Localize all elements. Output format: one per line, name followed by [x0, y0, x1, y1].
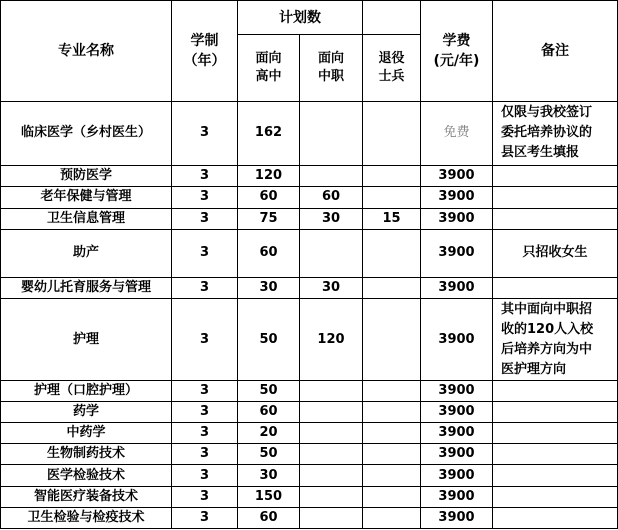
- cell-duration: 3: [172, 444, 238, 465]
- header-tuition: [421, 1, 493, 102]
- cell-tuition: 3900: [421, 444, 493, 465]
- cell-vocational: 30: [300, 278, 363, 299]
- cell-major-name: 临床医学（乡村医生）: [1, 101, 172, 165]
- cell-major-name: 智能医疗装备技术: [1, 486, 172, 507]
- cell-high-school: 120: [238, 166, 300, 187]
- cell-duration: 3: [172, 401, 238, 422]
- header-plan-count: 计划数: [238, 1, 363, 35]
- cell-duration: 3: [172, 299, 238, 381]
- cell-tuition: 3900: [421, 401, 493, 422]
- table-body: [1, 101, 618, 528]
- header-high-school: [238, 35, 300, 102]
- table-row: [1, 229, 618, 277]
- remark-line: 仅限与我校签订: [501, 105, 593, 121]
- header-duration: [172, 1, 238, 102]
- cell-veterans: [363, 380, 421, 401]
- header-veterans-line2: 士兵: [378, 69, 405, 84]
- header-vocational-line2: 中职: [317, 69, 344, 84]
- cell-remarks: [493, 208, 618, 229]
- table-row: [1, 299, 618, 381]
- cell-tuition: 3900: [421, 229, 493, 277]
- cell-tuition: 3900: [421, 423, 493, 444]
- cell-high-school: 50: [238, 444, 300, 465]
- remark-line: 县区考生填报: [501, 145, 580, 161]
- cell-high-school: 60: [238, 229, 300, 277]
- cell-duration: 3: [172, 187, 238, 208]
- cell-high-school: 60: [238, 187, 300, 208]
- table-row: [1, 380, 618, 401]
- cell-remarks: [493, 507, 618, 528]
- table-row: [1, 423, 618, 444]
- header-veterans: [363, 35, 421, 102]
- cell-major-name: 医学检验技术: [1, 465, 172, 486]
- cell-remarks: [493, 278, 618, 299]
- cell-tuition: 3900: [421, 187, 493, 208]
- cell-veterans: [363, 229, 421, 277]
- cell-high-school: 75: [238, 208, 300, 229]
- cell-veterans: [363, 166, 421, 187]
- table-row: [1, 187, 618, 208]
- cell-remarks: [493, 101, 618, 165]
- cell-vocational: [300, 423, 363, 444]
- cell-tuition: 3900: [421, 380, 493, 401]
- cell-veterans: [363, 278, 421, 299]
- cell-vocational: [300, 507, 363, 528]
- remark-line: 后培养方向为中: [501, 341, 593, 357]
- cell-vocational: 30: [300, 208, 363, 229]
- cell-high-school: 30: [238, 278, 300, 299]
- table-row: [1, 278, 618, 299]
- cell-remarks: [493, 444, 618, 465]
- cell-vocational: [300, 380, 363, 401]
- cell-vocational: [300, 444, 363, 465]
- header-blank-cell: [363, 1, 421, 35]
- cell-major-name: 老年保健与管理: [1, 187, 172, 208]
- cell-major-name: 护理（口腔护理）: [1, 380, 172, 401]
- cell-veterans: [363, 187, 421, 208]
- table-row: [1, 208, 618, 229]
- cell-duration: 3: [172, 423, 238, 444]
- table-row: [1, 486, 618, 507]
- cell-tuition: 3900: [421, 278, 493, 299]
- cell-high-school: 50: [238, 299, 300, 381]
- cell-remarks: [493, 423, 618, 444]
- cell-high-school: 30: [238, 465, 300, 486]
- cell-major-name: 中药学: [1, 423, 172, 444]
- table-row: [1, 101, 618, 165]
- cell-remarks: [493, 166, 618, 187]
- cell-high-school: 162: [238, 101, 300, 165]
- table-row: [1, 444, 618, 465]
- cell-tuition: 3900: [421, 299, 493, 381]
- header-vocational-line1: 面向: [317, 51, 344, 66]
- cell-vocational: [300, 101, 363, 165]
- table-row: [1, 401, 618, 422]
- cell-duration: 3: [172, 380, 238, 401]
- header-tuition-line2: (元/年): [433, 52, 480, 69]
- cell-vocational: [300, 229, 363, 277]
- cell-remarks: [493, 299, 618, 381]
- header-duration-line2: （年）: [183, 52, 226, 69]
- cell-vocational: 120: [300, 299, 363, 381]
- table-row: [1, 465, 618, 486]
- cell-vocational: [300, 465, 363, 486]
- cell-veterans: [363, 444, 421, 465]
- cell-tuition: 3900: [421, 465, 493, 486]
- remark-line: 医护理方向: [501, 361, 567, 377]
- cell-duration: 3: [172, 101, 238, 165]
- header-remarks: 备注: [493, 1, 618, 102]
- cell-veterans: [363, 299, 421, 381]
- cell-tuition: 3900: [421, 486, 493, 507]
- header-veterans-line1: 退役: [378, 51, 405, 66]
- header-major-name: 专业名称: [1, 1, 172, 102]
- cell-vocational: [300, 486, 363, 507]
- cell-tuition: 3900: [421, 208, 493, 229]
- cell-duration: 3: [172, 208, 238, 229]
- cell-duration: 3: [172, 166, 238, 187]
- cell-remarks: [493, 465, 618, 486]
- cell-remarks: [493, 380, 618, 401]
- cell-major-name: 生物制药技术: [1, 444, 172, 465]
- cell-high-school: 20: [238, 423, 300, 444]
- header-high-school-line1: 面向: [255, 51, 282, 66]
- cell-high-school: 60: [238, 507, 300, 528]
- cell-major-name: 预防医学: [1, 166, 172, 187]
- cell-remarks: [493, 187, 618, 208]
- cell-veterans: [363, 465, 421, 486]
- cell-vocational: [300, 401, 363, 422]
- cell-remarks: [493, 401, 618, 422]
- cell-tuition: 免费: [421, 101, 493, 165]
- cell-duration: 3: [172, 465, 238, 486]
- cell-duration: 3: [172, 229, 238, 277]
- cell-remarks: [493, 229, 618, 277]
- table-row: [1, 166, 618, 187]
- cell-remarks: [493, 486, 618, 507]
- remark-line: 委托培养协议的: [501, 125, 593, 141]
- cell-veterans: [363, 101, 421, 165]
- cell-veterans: [363, 401, 421, 422]
- cell-tuition: 3900: [421, 507, 493, 528]
- cell-high-school: 50: [238, 380, 300, 401]
- table-row: [1, 507, 618, 528]
- cell-major-name: 药学: [1, 401, 172, 422]
- cell-veterans: [363, 507, 421, 528]
- header-duration-line1: 学制: [190, 32, 219, 49]
- cell-major-name: 婴幼儿托育服务与管理: [1, 278, 172, 299]
- remark-line: 只招收女生: [522, 245, 588, 261]
- remark-line: 其中面向中职招: [501, 301, 593, 317]
- remark-line: 收的120人入校: [501, 321, 594, 337]
- cell-vocational: 60: [300, 187, 363, 208]
- cell-vocational: [300, 166, 363, 187]
- cell-tuition: 3900: [421, 166, 493, 187]
- cell-duration: 3: [172, 278, 238, 299]
- cell-major-name: 卫生检验与检疫技术: [1, 507, 172, 528]
- cell-major-name: 护理: [1, 299, 172, 381]
- cell-veterans: [363, 423, 421, 444]
- cell-veterans: 15: [363, 208, 421, 229]
- cell-high-school: 150: [238, 486, 300, 507]
- cell-major-name: 助产: [1, 229, 172, 277]
- header-high-school-line2: 高中: [255, 69, 282, 84]
- header-tuition-line1: 学费: [442, 32, 471, 49]
- cell-high-school: 60: [238, 401, 300, 422]
- cell-duration: 3: [172, 486, 238, 507]
- cell-major-name: 卫生信息管理: [1, 208, 172, 229]
- cell-veterans: [363, 486, 421, 507]
- header-vocational: [300, 35, 363, 102]
- cell-duration: 3: [172, 507, 238, 528]
